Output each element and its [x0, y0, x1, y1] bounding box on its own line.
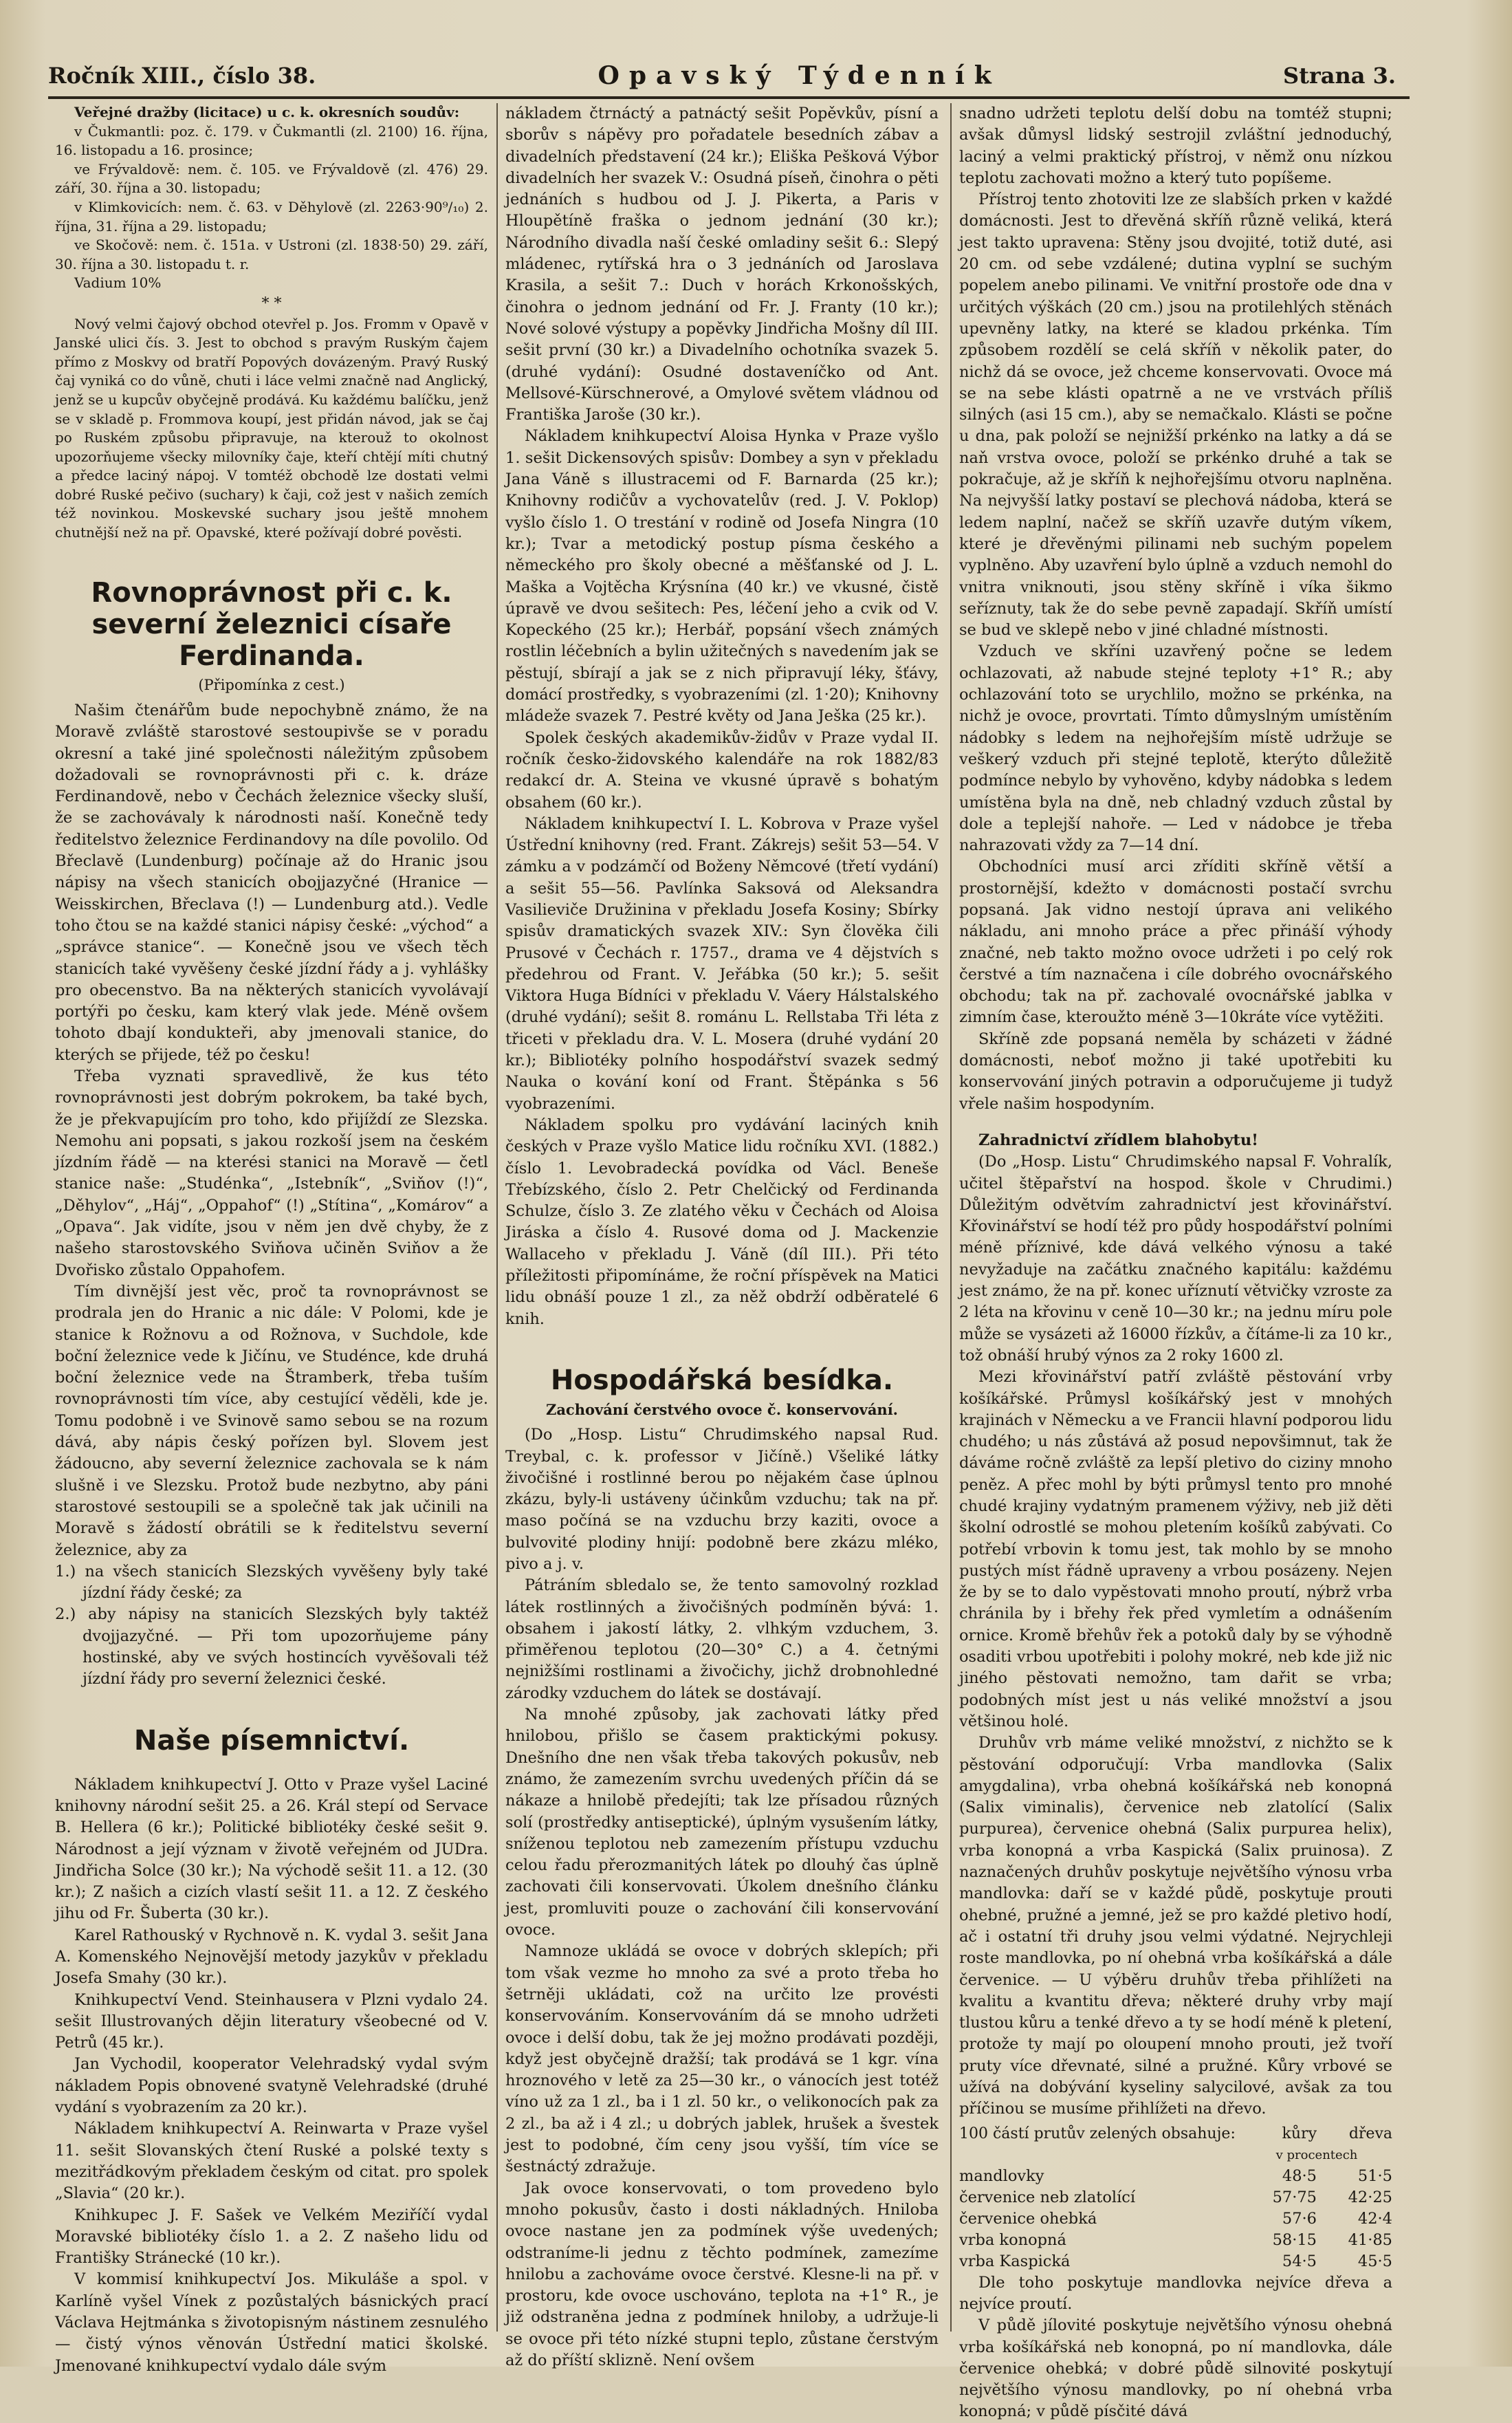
willow-table — [959, 2123, 1392, 2272]
table-cell: 57·6 — [1282, 2209, 1317, 2228]
paragraph: Přístroj tento zhotoviti lze ze slabších prken v každé domácnosti. Jest to dřevěná skříň různě veliká, která jest takto upravena: Stěny jsou dvojité, totiž duté, asi 20 cm. od sebe vzdálené; dutina vyplní se suchým popelem anebo pilinami. Ve vnitřní prostoře ode dna v určitých výškách (20 cm.) jsou na protilehlých stěnách upevněny latky, na které se kladou prkénka. Tím způsobem rozdělí se celá skříň v několik pater, do nichž dá se ovoce, jež chceme konservovati. Ovoce má se na sebe klásti opatrně a ne ve vrstvách příliš silných (asi 15 cm.), aby se nemačkalo. Klásti se počne u dna, pak položí se nejnižší prkénko na latky a dá se naň vrstva ovoce, položí se prkénko druhé a tak se pokračuje, až je skříň k nejhořejšímu otvoru naplněna. Na nejvyšší latky postaví se plechová nádoba, která se ledem naplní, načež se skříň uzavře dutým víkem, které je dřevěnými pilinami neb suchým popelem vyplněno. Aby uzavření bylo úplně a vzduch nemohl do vnitra vniknouti, jsou stěny skříně i víka šikmo seříznuty, tak že do sebe pevně zapadají. Skříň umístí se bud ve sklepě nebo v jiné chladné místnosti. — [959, 191, 1392, 640]
paragraph: Pátráním sbledalo se, že tento samovolný rozklad látek rostlinných a živočišných podmíněn bývá: 1. obsahem i jakostí látky, 2. vlhkým vzduchem, 3. přiměřenou teplotou (20—30° C.) a 4. četnými nejnižšími rostlinami a živočichy, jichž drobnohledné zárodky vzduchem do látek se dostávají. — [505, 1576, 939, 1702]
column-divider — [950, 103, 952, 2332]
paragraph: Nákladem spolku pro vydávání laciných knih českých v Praze vyšlo Matice lidu ročníku XVI. (1882.) číslo 1. Levobradecká povídka od Václ. Beneše Třebízského, číslo 2. Petr Chelčický od Ferdinanda Schulze, číslo 3. Ze zlatého věku v Čechách od Aloisa Jiráska a číslo 4. Rusové doma od J. Mackenzie Wallaceho v překladu J. Váně (díl III.). Při této příležitosti připomínáme, že roční příspěvek na Matici lidu obnáší pouze 1 zl., za něž obdrží odběratelé 6 knih. — [505, 1116, 939, 1328]
column-divider — [496, 103, 498, 2332]
issue-label: Ročník XIII., číslo 38. — [48, 63, 316, 89]
table-header-label: 100 částí prutův zelených obsahuje: — [959, 2125, 1236, 2142]
paragraph: Mezi křovinářství patří zvláště pěstování vrby košíkářské. Průmysl košíkářský jest v mnohých krajinách v Německu a ve Francii hlavní podporou lidu chudého; u nás zůstává až posud nepovšimnut, tak že dáváme ročně zvláště za lepší pletivo do ciziny mnoho peněz. A přec mohl by býti průmysl tento pro mnohé chudé krajiny vydatným pramenem výživy, neb již děti školní odrostlé se mohou pletením košíků zabývati. Co potřebí vrbovin k tomu jest, tak mohlo by se mnoho pustých míst řádně upraveny a vrbou posázeny. Nejen že by se to dalo vypěstovati mnoho proutí, nýbrž vrba chránila by i břehy řek před vymletím a odnášením ornice. Kromě břehův řek a potoků daly by se výhodně osaditi vrbou upotřebiti i polohy mokré, neb kde již nic jiného pěstovati nemožno, tam dařit se vrba; podobných míst jest u nás veliké množství a jsou většinou holé. — [959, 1368, 1392, 1730]
section-title: Hospodářská besídka. — [550, 1364, 894, 1396]
table-cell: 42·4 — [1357, 2209, 1392, 2228]
section-title: Naše písemnictví. — [133, 1724, 410, 1757]
table-cell: 42·25 — [1348, 2188, 1392, 2206]
table-cell: 45·5 — [1357, 2252, 1392, 2270]
article-title: Rovnoprávnost při c. k. severní železnici císaře Ferdinanda. — [91, 576, 452, 672]
separator-stars: * * — [261, 294, 282, 312]
paragraph: Nákladem knihkupectví A. Reinwarta v Praze vyšel 11. sešit Slovanských čtení Ruské a polské texty s mezitřádkovým překladem českým od citat. pro spolek „Slavia“ (20 kr.). — [55, 2120, 488, 2203]
table-unit: v procentech — [1275, 2147, 1358, 2162]
table-header-bark: kůry — [1282, 2125, 1317, 2142]
auction-notices — [55, 103, 488, 543]
table-cell: 41·85 — [1348, 2230, 1392, 2249]
paragraph: snadno udržeti teplotu delší dobu na tomtéž stupni; avšak důmysl lidský sestrojil zvláštní jednoduchý, laciný a velmi praktický přístroj, v němž onu nízkou teplotu zachovati možno a který tuto popíšeme. — [959, 105, 1392, 187]
table-cell: 57·75 — [1272, 2188, 1317, 2206]
paragraph: Nákladem knihkupectví I. L. Kobrova v Praze vyšel Ústřední knihovny (red. Frant. Zákrejs) sešit 53—54. V zámku a v podzámčí od Boženy Němcové (třetí vydání) a sešit 55—56. Pavlínka Saksová od Aleksandra Vasilieviče Družinina v překladu Josefa Kosiny; Sbírky spisův dramatických svazek XIV.: Syn člověka čili Prusové v Čechách r. 1757., drama ve 4 dějstvích s předehrou od Frant. V. Jeřábka (50 kr.); 5. sešit Viktora Huga Bídníci v překladu V. Váery Hálstalského (druhé vydání); sešit 8. románu L. Rellstaba Tři léta z třiceti v překladu dra. V. L. Mosera (druhé vydání 20 kr.); Bibliotéky polního hospodářství svazek sedmý Nauka o kování koní od Frant. Štěpánka s 56 vyobrazeními. — [505, 814, 939, 1113]
table-header-row — [959, 2123, 1392, 2144]
column-1 — [55, 103, 488, 2375]
table-cell: 48·5 — [1282, 2166, 1317, 2185]
paragraph: Tím divnější jest věc, proč ta rovnoprávnost se prodrala jen do Hranic a nic dále: V Polomi, kde je stanice k Rožnovu a od Rožnova, v Suchdole, kde boční železnice vede k Jičínu, ve Studénce, kde druhá boční železnice vede na Štramberk, třeba tuším rovnoprávnosti tím více, aby cestující věděli, kde je. Tomu podobně i ve Svinově samo sebou se na rozum dává, aby nápis český pořízen byl. Slovem jest žádoucno, aby severní železnice zachovala se k nám slušně i ve Slezsku. Protož bude nezbytno, aby páni starostové sestoupili se a společně tak jak učinili na Moravě s žádostí obrátili se k ředitelstvu severní železnice, aby za — [55, 1282, 488, 1559]
table-cell: červenice ohebká — [959, 2209, 1097, 2228]
table-row — [959, 2187, 1392, 2208]
paragraph: Namnoze ukládá se ovoce v dobrých sklepích; při tom však vezme ho mnoho za své a proto třeba ho šetrněji ukládati, což na určito lze provésti konservováním. Konservováním dá se mnoho udržeti ovoce i delší dobu, tak že jej možno prodávati později, když jest obyčejně dražší; tak prodává se 1 kgr. vína hroznového v letě za 25—30 kr., o vánocích jest totéž víno už za 1 zl., ba i 1 zl. 50 kr., o velikonocích pak za 2 zl., ba až i 4 zl.; u dobrých jablek, hrušek a švestek jest to podobné, čím ceny jsou vyšší, tím více se šestnáctý zdražuje. — [505, 1942, 939, 2176]
table-row — [959, 2251, 1392, 2272]
table-subheader-row — [959, 2144, 1392, 2166]
table-cell: červenice neb zlatolící — [959, 2188, 1136, 2206]
table-cell: 51·5 — [1357, 2166, 1392, 2185]
paragraph: Nákladem knihkupectví Aloisa Hynka v Praze vyšlo 1. sešit Dickensových spisův: Dombey a syn v překladu Jana Váně s illustracemi od F. Barnarda (25 kr.); Knihovny rodičův a vychovatelův (red. J. V. Poklop) vyšlo číslo 1. O trestání v rodině od Josefa Ningra (10 kr.); Tvar a metodický postup písma českého a německého pro školy obecné a měšťanské od J. L. Maška a Vojtěcha Krýsnína (40 kr.) ve vkusné, čistě úpravě ve dvou sešitech: Pes, léčení jeho a cvik od V. Kopeckého (25 kr.); Herbář, popsání všech známých rostlin léčebních a bylin užitečných s navedením jak se pěstují, sbírají a jak se z nich připravují léky, šťávy, domácí prostředky, s vyobrazeními (zl. 1·20); Knihovny mládeže svazek 7. Pestré květy od Jana Ješka (25 kr.). — [505, 427, 939, 726]
paragraph: (Do „Hosp. Listu“ Chrudimského napsal F. Vohralík, učitel štěpařství na hospod. škole v Chrudimi.) Důležitým odvětvím zahradnictví jest křovinářství. Křovinářství se hodí též pro půdy hospodářství polními méně příznivé, kde dává velkého výnosu a také nevyžaduje na začátku značného kapitálu: každému jest známo, že na př. konec uříznutí větvičky vzroste za 2 léta na křovinu v ceně 10—30 kr.; na jednu míru pole může se vysázeti až 16000 řízkův, a čítáme-li za 10 kr., tož obnáší hrubý výnos za 2 roky 1600 zl. — [959, 1153, 1392, 1365]
auction-line: Veřejné dražby (licitace) u c. k. okresních soudův: — [74, 104, 460, 120]
paragraph: Jak ovoce konservovati, o tom provedeno bylo mnoho pokusův, často i dosti nákladných. Hniloba ovoce nastane jen za podmínek výše uvedených; odstraníme-li jednu z těchto podmínek, zamezíme hnilobu a zachováme ovoce čerstvé. Klesne-li na př. v prostoru, kde ovoce uschováno, teplota na +1° R., je již odstraněna jedna z podmínek hniloby, a udržuje-li se ovoce při této nízké stupni teplo, zůstane čerstvým až do příští sklizně. Není ovšem — [505, 2179, 939, 2369]
table-cell: vrba Kaspická — [959, 2252, 1071, 2270]
paragraph: Třeba vyznati spravedlivě, že kus této rovnoprávnosti jest dobrým pokrokem, ba také bych, že je překvapujícím pro toho, kdo přijíždí ze Slezska. Nemohu ani popsati, s jakou rozkoší jsem na českém jízdním řádě — na kterési stanici na Moravě — četl stanice naše: „Studénka“, „Istebník“, „Sviňov (!)“, „Děhylov“, „Háj“, „Oppahof“ (!) „Stítina“, „Komárov“ a „Opava“. Jak vidíte, jsou v něm jen dvě chyby, že z našeho starostovského Sviňova učiněn Sviňov a že Dvořisko zůstalo Oppahofem. — [55, 1067, 488, 1279]
list-item: 1.) na všech stanicích Slezských vyvěšeny byly také jízdní řády české; za — [55, 1562, 488, 1602]
paragraph: Skříně zde popsaná neměla by scházeti v žádné domácnosti, neboť možno ji také upotřebiti ku konservování jiných potravin a odporučujeme ji tudyž vřele našim hospodyním. — [959, 1030, 1392, 1113]
article-subtitle: (Připomínka z cest.) — [198, 676, 345, 693]
paragraph: Nákladem knihkupectví J. Otto v Praze vyšel Laciné knihovny národní sešit 25. a 26. Král stepí od Servace B. Hellera (6 kr.); Politické bibliotéky české sešit 9. Národnost a její význam v životě veřejném od JUDra. Jindřicha Solce (30 kr.); Na východě sešit 11. a 12. (30 kr.); Z našich a cizích vlastí sešit 11. a 12. Z českého jihu od Fr. Šuberta (30 kr.). — [55, 1775, 488, 1923]
column-2 — [505, 103, 939, 2369]
table-header-wood: dřeva — [1348, 2125, 1392, 2142]
newspaper-title: Opavský Týdenník — [598, 61, 1001, 90]
list-item: 2.) aby nápisy na stanicích Slezských byly taktéž dvojjazyčné. — Při tom upozorňujeme pány hostinské, aby ve svých hostincích vyvěšovali též jízdní řády pro severní železnici české. — [55, 1605, 488, 1688]
paragraph: Knihkupectví Vend. Steinhausera v Plzni vydalo 24. sešit Illustrovaných dějin literatury všeobecné od V. Petrů (45 kr.). — [55, 1990, 488, 2052]
table-cell: vrba konopná — [959, 2230, 1066, 2249]
article-title: Zahradnictví zřídlem blahobytu! — [978, 1131, 1259, 1149]
auction-line: ve Frývaldově: nem. č. 105. ve Frývaldově (zl. 476) 29. září, 30. října a 30. listopadu; — [55, 160, 488, 197]
paragraph: Karel Rathouský v Rychnově n. K. vydal 3. sešit Jana A. Komenského Nejnovější metody jazykův v překladu Josefa Smahy (30 kr.). — [55, 1926, 488, 1988]
auction-line: ve Skočově: nem. č. 151a. v Ustroni (zl. 1838·50) 29. září, 30. října a 30. listopadu t. r. — [55, 237, 488, 272]
auction-line: v Čukmantli: poz. č. 179. v Čukmantli (zl. 2100) 16. října, 16. listopadu a 16. prosince; — [55, 122, 488, 159]
article-subtitle: Zachování čerstvého ovoce č. konservování. — [546, 1400, 898, 1418]
tea-notice: Nový velmi čajový obchod otevřel p. Jos. Fromm v Opavě v Janské ulici čís. 3. Jest to obchod s pravým Ruským čajem přímo z Moskvy od bratří Popových dovázeným. Pravý Ruský čaj vyniká co do vůně, chuti i láce velmi značně nad Anglický, jenž se u kupcův obyčejně prodává. Ku každému balíčku, jenž se v skladě p. Frommova koupí, jest přidán návod, jak se čaj po Ruském způsobu připravuje, na kterouž to okolnost upozorňujeme všecky milovníky čaje, kteří chtějí míti chutný a předce laciný nápoj. V tomtéž obchodě lze dostati velmi dobré Ruské pečivo (suchary) k čaji, což jest v našich zemích též novinkou. Moskevské suchary jsou ještě mnohem chutnější než na př. Opavské, které požívají dobré pověsti. — [55, 315, 488, 541]
auction-line: Vadium 10% — [74, 274, 162, 292]
paragraph: nákladem čtrnáctý a patnáctý sešit Popěvkův, písní a sborův s nápěvy pro pořadatele besedních zábav a divadelních představení (24 kr.); Eliška Pešková Výbor divadelních her svazek V.: Osudná píseň, činohra o pěti jednáních s hudbou od J. J. Pikerta, a Paris v Hloupětíně fraška o jednom jednání (30 kr.); Národního divadla naší české omladiny sešit 6.: Slepý mládenec, rytířská hra o 3 jednáních od Jaroslava Krasila, a sešit 7.: Duch v horách Krkonošských, činohra o jednom jednání od Fr. J. Franty (10 kr.); Nové solové výstupy a popěvky Jindřicha Mošny díl III. sešit první (30 kr.) a Divadelního ochotníka svazek 5. (druhé vydání): Osudné dostaveníčko od Ant. Mellsové-Kürschnerové, a Omylové světem vládnou od Františka Jaroše (30 kr.). — [505, 105, 939, 424]
paragraph: V kommisí knihkupectví Jos. Mikuláše a spol. v Karlíně vyšel Vínek z pozůstalých básnických prací Václava Hejtmánka s životopisným nástinem zesnulého — čistý výnos věnován Ústřední matici školské. Jmenované knihkupectví vydalo dále svým — [55, 2270, 488, 2375]
table-cell: 58·15 — [1272, 2230, 1317, 2249]
paragraph: Na mnohé způsoby, jak zachovati látky před hnilobou, přišlo se časem praktickými pokusy. Dnešního dne nen však třeba takových pokusův, neb známo, že zamezením svrchu uvedených příčin dá se nákaze a hnilobě předejíti; tak lze přísadou různých solí (prostředky antiseptické), úplným vysušením látky, sníženou teplotou neb zamezením přístupu vzduchu celou řadu přerozmanitých látek po dlouhý čas úplně zachovati čili konservovati. Úkolem dnešního článku jest, promluviti pouze o zachování čili konservování ovoce. — [505, 1706, 939, 1940]
paragraph: Obchodníci musí arci zříditi skříně větší a prostornější, kdežto v domácnosti postačí svrchu popsaná. Jak vidno nestojí úprava ani velikého nákladu, ani mnoho práce a přec přináší výhody značné, neb takto možno ovoce udržeti i po celý rok čerstvé a tím naznačena i cíle dobrého ovocnářského obchodu; tak na př. zachovalé ovocnářské jablka v zimním čase, kteroužto méně 3—10kráte více vytěžiti. — [959, 858, 1392, 1027]
table-cell: 54·5 — [1282, 2252, 1317, 2270]
page-number: Strana 3. — [1282, 63, 1396, 89]
header-rule — [48, 96, 1410, 99]
table-cell: mandlovky — [959, 2166, 1044, 2185]
paragraph: Knihkupec J. F. Sašek ve Velkém Meziříčí vydal Moravské bibliotéky číslo 1. a 2. Z našeho lidu od Františky Stránecké (10 kr.). — [55, 2206, 488, 2268]
paragraph: Našim čtenářům bude nepochybně známo, že na Moravě zvláště starostové sestoupivše se v poradu okresní a také jiné společnosti náležitým způsobem dožadovali se rovnoprávnosti při c. k. dráze Ferdinandově, nebo v Čechách železnice všecky sluší, že se zachovávaly k národnosti naší. Konečně tedy ředitelstvo železnice Ferdinandovy na díle povolilo. Od Břeclavě (Lundenburg) počínaje až do Hranic jsou nápisy na všech stanicích obojjazyčné (Hranice — Weisskirchen, Břeclava (!) — Lundenburg atd.). Vedle toho čtou se na každé stanici nápisy české: „východ“ a „správce stanice“. — Konečně jsou ve všech těch stanicích také vyvěšeny české jízdní řády a j. vyhlášky pro obecenstvo. Ba na některých stanicích vyvolávají portýři po česku, kam který vlak jede. Méně ovšem tohoto dbají kondukteři, aby jmenovali stanice, do kterých se přijede, též po česku! — [55, 701, 488, 1064]
paragraph: V půdě jílovité poskytuje největšího výnosu ohebná vrba košíkářská neb konopná, po ní mandlovka, dále červenice ohebká; v dobré půdě silnovité poskytují největšího výnosu mandlovky, po ní ohebná vrba konopná; v půdě písčité dává — [959, 2316, 1392, 2421]
table-row — [959, 2208, 1392, 2230]
paragraph: Jan Vychodil, kooperator Velehradský vydal svým nákladem Popis obnovené svatyně Velehradské (druhé vydání s vyobrazením za 20 kr.). — [55, 2055, 488, 2117]
paragraph: (Do „Hosp. Listu“ Chrudimského napsal Rud. Treybal, c. k. professor v Jičíně.) Všeliké látky živočišné i rostlinné berou po nějakém čase úplnou zkázu, byly-li ustáveny účinkům vzduchu; tak na př. maso počíná se na vzduchu brzy kaziti, ovoce a bulvovité plodiny hnijí: podobně bere zkázu mléko, pivo a j. v. — [505, 1426, 939, 1573]
table-row — [959, 2230, 1392, 2251]
page-header — [48, 55, 1396, 96]
paragraph: Druhův vrb máme veliké množství, z nichžto se k pěstování odporučují: Vrba mandlovka (Salix amygdalina), vrba ohebná košíkářská neb konopná (Salix viminalis), červenice neb zlatolící (Salix purpurea), červenice ohebná (Salix purpurea helix), vrba konopná a vrba Kaspická (Salix pruinosa). Z naznačených druhův poskytuje největšího výnosu vrba mandlovka: daří se v každé půdě, poskytuje prouti ohebné, pružné a jemné, jež se pro každé pletivo hodí, ač i ostatní tři druhy jsou velmi výdatné. Nejrychleji roste mandlovka, po ní ohebná vrba košíkářská a dále červenice. — U výběru druhův třeba přihlížeti na kvalitu a kvantitu dřeva; některé druhy vrby mají tlustou kůru a tenké dřevo a ty se hodí méně k pletení, protože ty mají po oloupení mnoho prouti, jež tvoří pruty více dřevnaté, silné a pružné. Kůry vrbové se užívá na dobývání kyseliny salycilové, avšak za tou příčinou se musíme přihlížeti na dřevo. — [959, 1734, 1392, 2118]
column-3 — [959, 103, 1392, 2421]
paragraph: Vzduch ve skříni uzavřený počne se ledem ochlazovati, až nabude stejné teploty +1° R.; aby ochlazování toto se urychlilo, možno se prkénka, na nichž je ovoce, provrtati. Tímto důmyslným umístěním nádobky s ledem na nejhořejším místě udržuje se veškerý vzduch při stejné teplotě, kterýto důležitě podmínce nebylo by vyhověno, kdyby nádobka s ledem umístěna byla na dně, neb chladný vzduch zůstal by dole a teplejší nahoře. — Led v nádobce je třeba nahrazovati vždy za 7—14 dní. — [959, 642, 1392, 855]
paragraph: Spolek českých akademikův-židův v Praze vydal II. ročník česko-židovského kalendáře na rok 1882/83 redakcí dr. A. Steina ve vkusné úpravě s bohatým obsahem (60 kr.). — [505, 728, 939, 812]
auction-line: v Klimkovicích: nem. č. 63. v Děhylově (zl. 2263·90⁹/₁₀) 2. října, 31. října a 29. listopadu; — [55, 198, 488, 235]
paragraph: Dle toho poskytuje mandlovka nejvíce dřeva a nejvíce proutí. — [959, 2273, 1392, 2313]
table-row — [959, 2166, 1392, 2187]
